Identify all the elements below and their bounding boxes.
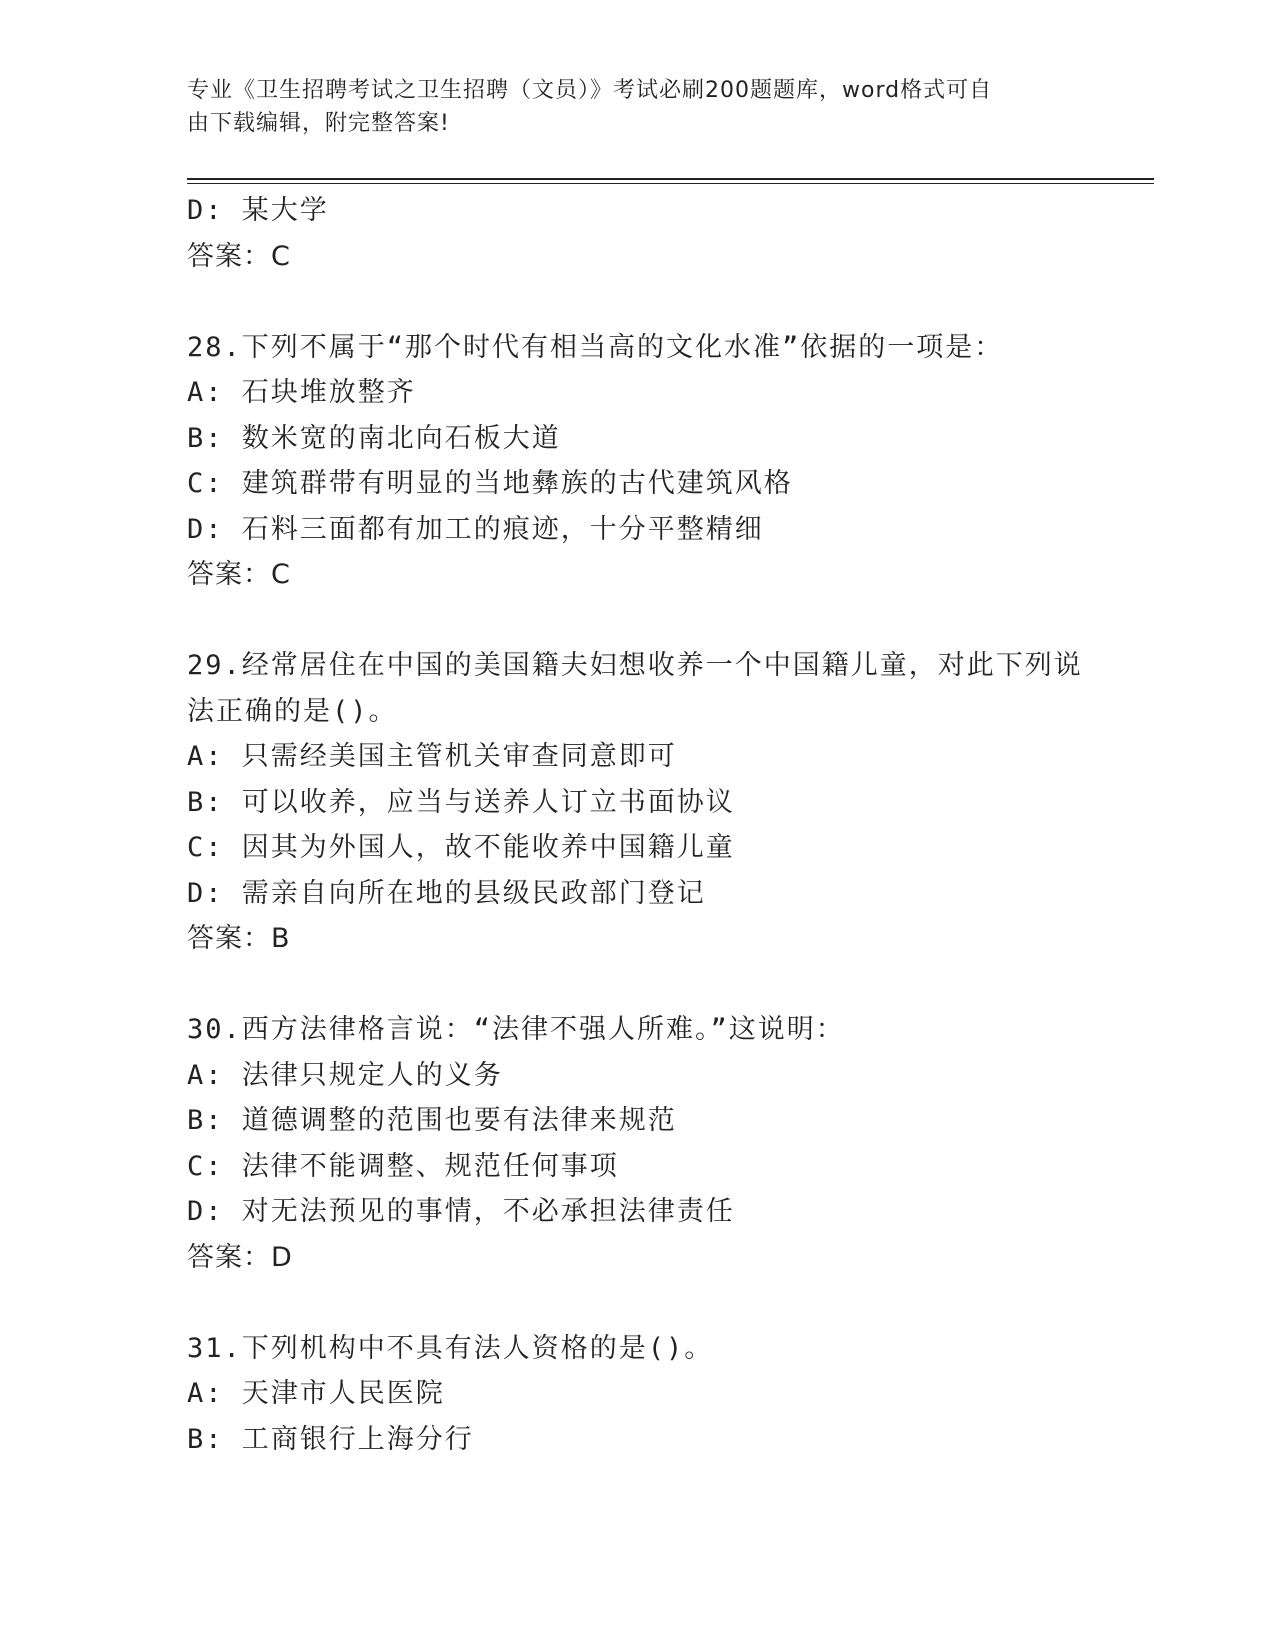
question-list: [187, 188, 1087, 1462]
question-stem: 30.西方法律格言说：“法律不强人所难。”这说明：: [187, 1014, 845, 1045]
option-c: C: 法律不能调整、规范任何事项: [187, 1150, 619, 1182]
answer: 答案：B: [187, 923, 291, 954]
answer: 答案：C: [187, 559, 291, 590]
option-a: A: 只需经美国主管机关审查同意即可: [187, 741, 677, 772]
option-c: C: 因其为外国人，故不能收养中国籍儿童: [187, 832, 735, 863]
option-a: A: 天津市人民医院: [187, 1378, 445, 1409]
document-header: [187, 74, 1067, 140]
option-d: D: 对无法预见的事情，不必承担法律责任: [187, 1196, 735, 1227]
question-stem: 28.下列不属于“那个时代有相当高的文化水准”依据的一项是：: [187, 331, 1004, 363]
option-b: B: 工商银行上海分行: [187, 1423, 474, 1455]
question-stem: 29.经常居住在中国的美国籍夫妇想收养一个中国籍儿童，对此下列说: [187, 650, 1083, 681]
question-29: [187, 643, 1087, 962]
question-stem-continued: 法正确的是()。: [187, 695, 398, 727]
header-line-1: 专业《卫生招聘考试之卫生招聘（文员）》考试必刷200题题库，word格式可自: [187, 78, 993, 103]
previous-question-tail: [187, 188, 1087, 279]
answer: 答案：D: [187, 1241, 293, 1273]
header-divider-thin: [187, 183, 1154, 184]
question-28: [187, 325, 1087, 598]
option-a: A: 石块堆放整齐: [187, 377, 416, 408]
header-divider-thick: [187, 178, 1154, 180]
header-line-2: 由下载编辑，附完整答案!: [187, 111, 450, 136]
option-c: C: 建筑群带有明显的当地彝族的古代建筑风格: [187, 468, 793, 499]
option-a: A: 法律只规定人的义务: [187, 1059, 503, 1091]
option-b: B: 可以收养，应当与送养人订立书面协议: [187, 786, 735, 818]
option-d: D: 某大学: [187, 195, 329, 226]
question-stem: 31.下列机构中不具有法人资格的是()。: [187, 1332, 714, 1364]
question-31: [187, 1326, 1087, 1463]
answer: 答案：C: [187, 240, 291, 272]
question-30: [187, 1007, 1087, 1280]
option-d: D: 石料三面都有加工的痕迹，十分平整精细: [187, 513, 764, 545]
option-b: B: 数米宽的南北向石板大道: [187, 422, 561, 454]
option-d: D: 需亲自向所在地的县级民政部门登记: [187, 877, 706, 909]
option-b: B: 道德调整的范围也要有法律来规范: [187, 1105, 677, 1136]
